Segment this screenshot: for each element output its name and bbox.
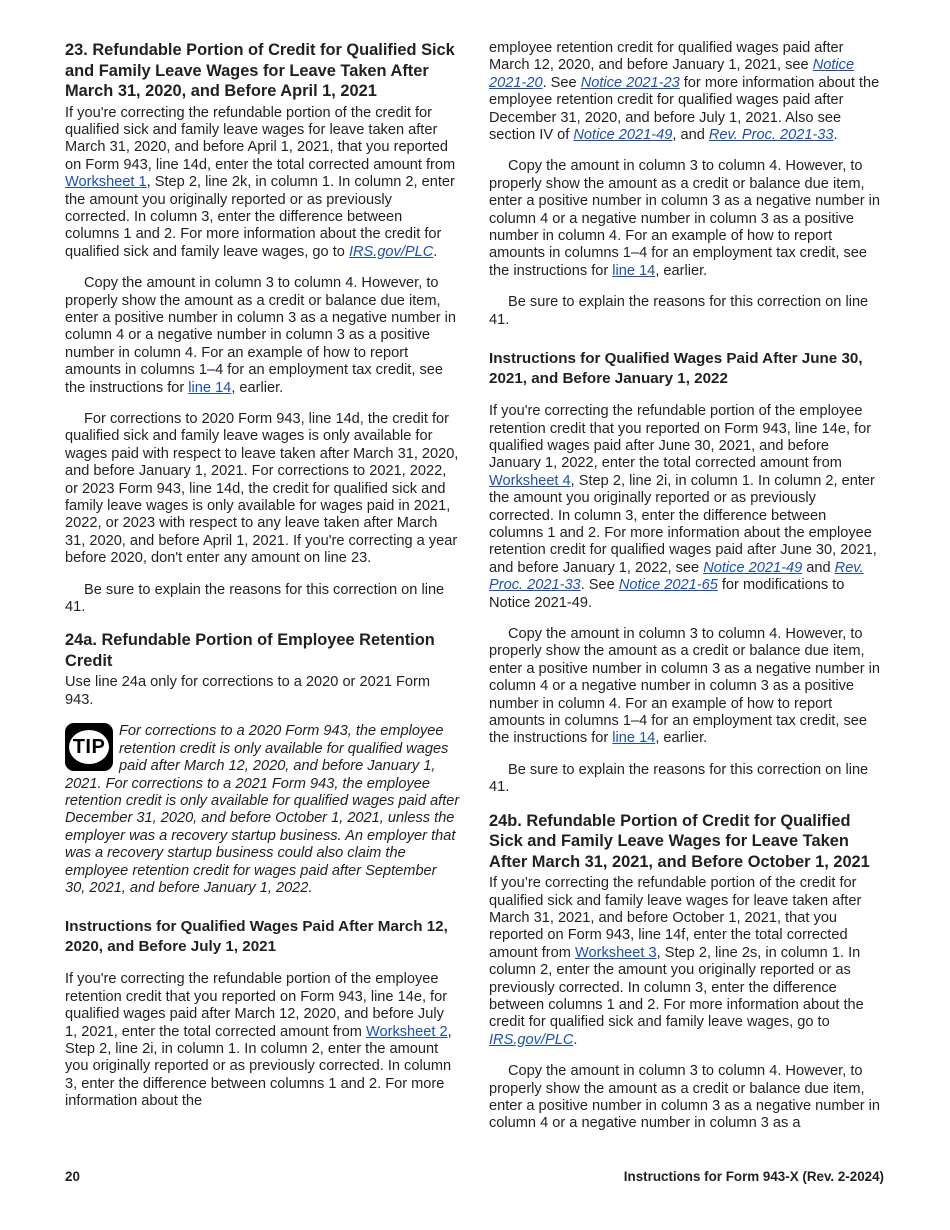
text-run: Copy the amount in column 3 to column 4. However, to properly show the amount as a credit or balance due item, enter a positive number in column 3 as a negative number in column 4 or a negative number in column 3 as a positive number in column 4. For an example of how to report amounts in columns 1–4 for an employment tax credit, see the instructions for (65, 275, 457, 396)
line-14-link[interactable]: line 14 (188, 379, 232, 396)
text-run: , Step 2, line 2s, in column 1. In column 2, enter the amount you originally reported or as previously corrected. In column 3, enter the difference between columns 1 and 2. For more information about the credit for qualified sick and family leave wages, go to (489, 944, 864, 1031)
tip-icon (65, 723, 113, 771)
section-23-paragraph-2 (65, 275, 460, 397)
text-run: If you're correcting the refundable portion of the credit for qualified sick and family leave wages for leave taken after March 31, 2020, and before April 1, 2021, that you reported on Form 943, line 14d, enter the total corrected amount from (65, 104, 456, 173)
text-run: If you’re correcting the refundable portion of the credit for qualified sick and family leave wages for leave taken after March 31, 2021, and before October 1, 2021, that you reported on Form 943, line 14f, enter the total corrected amount from (489, 875, 862, 961)
text-run: , and (672, 127, 709, 144)
tip-icon-label: TIP (69, 730, 109, 764)
line-14-link[interactable]: line 14 (612, 262, 656, 279)
rev-proc-2021-33-link[interactable]: Rev. Proc. 2021-33 (708, 127, 834, 144)
section-23-paragraph-3: For corrections to 2020 Form 943, line 14d, the credit for qualified sick and family leave wages is only available for wages paid with respect to leave taken after March 31, 2020, and before January 1, 2021. For corrections to 2021, 2022, or 2023 Form 943, line 14d, the credit for qualified sick and family leave wages is only available for wages paid in 2021, 2022, or 2023 with respect to any leave taken after March 31, 2020, and before April 1, 2021. If you're correcting a year before 2020, don't enter any amount on line 23. (65, 411, 459, 567)
section-24b-paragraph-1 (489, 875, 884, 1049)
text-run: for more information about the employee retention credit for qualified wages paid after December 31, 2020, and before July 1, 2021. Also see section IV of (489, 74, 880, 144)
qualified-wages-june-paragraph (489, 403, 884, 612)
worksheet-2-link[interactable]: Worksheet 2 (365, 1023, 448, 1040)
right-column (489, 40, 884, 1147)
text-run: , Step 2, line 2k, in column 1. In column 2, enter the amount you originally reported or as previously corrected. In column 3, enter the difference between columns 1 and 2. For more information about the credit for qualified sick and family leave wages, go to (65, 174, 455, 260)
qualified-wages-march-continuation (489, 40, 884, 144)
worksheet-1-link[interactable]: Worksheet 1 (65, 174, 147, 191)
text-run: and (802, 559, 835, 576)
text-run: Copy the amount in column 3 to column 4. However, to properly show the amount as a credit or balance due item, enter a positive number in column 3 as a negative number in column 4 or a negative number in column 3 as a positive number in column 4. For an example of how to report amounts in columns 1–4 for an employment tax credit, see the instructions for (489, 158, 881, 279)
text-run: . See (542, 74, 581, 91)
worksheet-4-link[interactable]: Worksheet 4 (489, 472, 571, 489)
tip-text: For corrections to a 2020 Form 943, the employee retention credit is only available for qualified wages paid after March 12, 2020, and before January 1, 2021. For corrections to a 2021 Form 943, the employee retention credit is only available for qualified wages paid after December 31, 2020, and before October 1, 2021, unless the employer was a recovery startup business. An employer that was a recovery startup business could also claim the employee retention credit for wages paid after September 30, 2021, and before January 1, 2022. (65, 723, 460, 896)
text-run: , earlier. (655, 730, 708, 747)
rev-proc-2021-33-link[interactable]: Rev. Proc. 2021-33 (489, 559, 864, 594)
text-run: If you're correcting the refundable portion of the employee retention credit that you reported on Form 943, line 14e, for qualified wages paid after June 30, 2021, and before January 1, 2022, enter the total corrected amount from (489, 403, 872, 472)
notice-2021-49-link[interactable]: Notice 2021-49 (703, 559, 803, 576)
worksheet-3-link[interactable]: Worksheet 3 (574, 944, 657, 961)
text-run: , Step 2, line 2i, in column 1. In column 2, enter the amount you originally reported or as previously corrected. In column 3, enter the difference between columns 1 and 2. For more information about the employee retention credit for qualified wages paid after June 30, 2021, and before January 1, 2022, see (489, 472, 877, 576)
section-23-paragraph-4: Be sure to explain the reasons for this correction on line 41. (65, 581, 445, 616)
text-run: . (573, 1031, 578, 1048)
copy-amount-paragraph-2 (489, 626, 884, 748)
explain-paragraph-2: Be sure to explain the reasons for this correction on line 41. (489, 761, 869, 796)
text-run: . (433, 243, 438, 260)
text-run: , earlier. (231, 379, 284, 396)
text-run: for modifications to Notice 2021-49. (489, 577, 845, 611)
footer-title: Instructions for Form 943-X (Rev. 2-2024) (623, 1169, 884, 1184)
irs-plc-link[interactable]: IRS.gov/PLC (489, 1031, 574, 1048)
qualified-wages-march-heading: Instructions for Qualified Wages Paid After March 12, 2020, and Before July 1, 2021 (65, 918, 448, 956)
text-run: If you're correcting the refundable portion of the employee retention credit that you reported on Form 943, line 14e, for qualified wages paid after March 12, 2020, and before July 1, 2021, enter the total corrected amount from (65, 971, 448, 1040)
copy-amount-paragraph-1 (489, 158, 884, 280)
section-24b-paragraph-2: Copy the amount in column 3 to column 4. However, to properly show the amount as a credit or balance due item, enter a positive number in column 3 as a negative number in column 4 or a negative number in column 3 as a (489, 1063, 881, 1132)
section-24a-paragraph-1: Use line 24a only for corrections to a 2020 or 2021 Form 943. (65, 674, 431, 708)
text-run: , Step 2, line 2i, in column 1. In column 2, enter the amount you originally reported or as previously corrected. In column 3, enter the difference between columns 1 and 2. For more information about the (65, 1023, 452, 1110)
text-run: employee retention credit for qualified wages paid after March 12, 2020, and before January 1, 2021, see (489, 40, 844, 74)
text-run: Copy the amount in column 3 to column 4. However, to properly show the amount as a credit or balance due item, enter a positive number in column 3 as a negative number in column 4 or a negative number in column 3 as a positive number in column 4. For an example of how to report amounts in columns 1–4 for an employment tax credit, see the instructions for (489, 625, 881, 747)
tip-box (65, 723, 460, 897)
section-24a-heading: 24a. Refundable Portion of Employee Retention Credit (65, 631, 435, 670)
section-23-heading: 23. Refundable Portion of Credit for Qualified Sick and Family Leave Wages for Leave Taken After March 31, 2020, and Before April 1, 2021 (65, 41, 455, 100)
page-number: 20 (65, 1169, 80, 1184)
text-run: , earlier. (655, 262, 708, 279)
notice-2021-23-link[interactable]: Notice 2021-23 (580, 74, 680, 91)
line-14-link[interactable]: line 14 (612, 730, 656, 747)
qualified-wages-march-paragraph (65, 971, 460, 1110)
qualified-wages-june-heading: Instructions for Qualified Wages Paid After June 30, 2021, and Before January 1, 2022 (489, 350, 863, 388)
section-24b-heading: 24b. Refundable Portion of Credit for Qualified Sick and Family Leave Wages for Leave Taken After March 31, 2021, and Before October 1, 2021 (489, 811, 870, 871)
explain-paragraph-1: Be sure to explain the reasons for this correction on line 41. (489, 294, 869, 328)
notice-2021-49-link[interactable]: Notice 2021-49 (573, 127, 673, 144)
left-column (65, 40, 460, 1125)
text-run: . See (580, 577, 619, 594)
irs-plc-link[interactable]: IRS.gov/PLC (348, 243, 434, 260)
section-23-paragraph-1 (65, 105, 460, 262)
notice-2021-65-link[interactable]: Notice 2021-65 (618, 577, 718, 594)
notice-2021-20-link[interactable]: Notice 2021-20 (489, 57, 855, 91)
text-run: . (833, 127, 838, 144)
